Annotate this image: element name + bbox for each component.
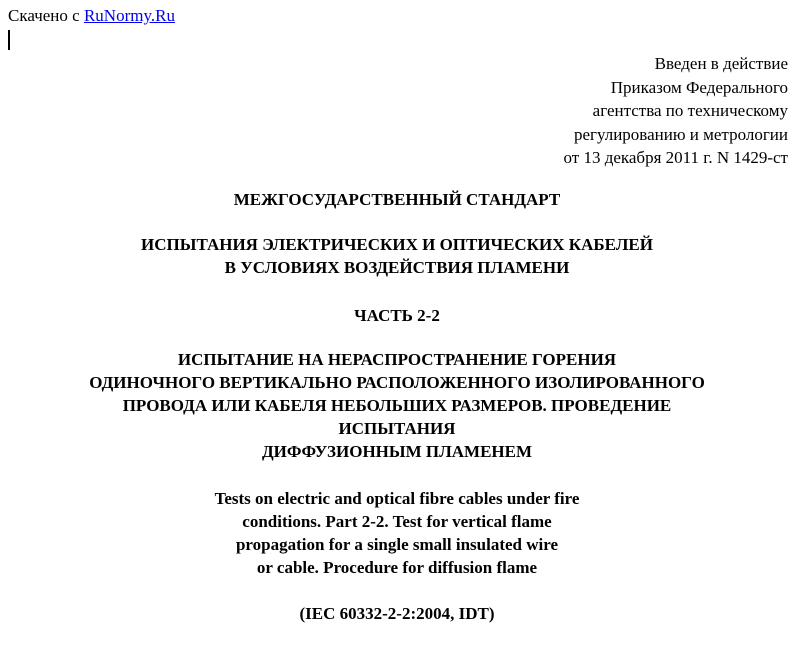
subtitle-russian: [0, 348, 794, 463]
standard-type-heading: [0, 188, 794, 211]
standard-type-text: МЕЖГОСУДАРСТВЕННЫЙ СТАНДАРТ: [233, 190, 561, 209]
part-heading: [0, 304, 794, 327]
source-line: [8, 6, 175, 26]
introduction-line: от 13 декабря 2011 г. N 1429-ст: [563, 148, 788, 167]
title-english-line: propagation for a single small insulated wire: [235, 535, 559, 554]
title-english-line: conditions. Part 2-2. Test for vertical flame: [242, 512, 552, 531]
introduction-line: регулированию и метрологии: [573, 124, 788, 144]
introduction-block: [563, 52, 788, 170]
subtitle-russian-line: ПРОВОДА ИЛИ КАБЕЛЯ НЕБОЛЬШИХ РАЗМЕРОВ. ПРОВЕДЕНИЕ: [122, 396, 672, 415]
title-russian-line: ИСПЫТАНИЯ ЭЛЕКТРИЧЕСКИХ И ОПТИЧЕСКИХ КАБЕЛЕЙ: [141, 235, 653, 254]
title-english-line: or cable. Procedure for diffusion flame: [256, 558, 538, 577]
title-english-line: Tests on electric and optical fibre cables under fire: [214, 489, 580, 508]
source-link[interactable]: RuNormy.Ru: [83, 6, 175, 25]
introduction-line: Приказом Федерального: [610, 77, 788, 97]
iec-reference: [0, 602, 794, 625]
title-english: [0, 487, 794, 579]
introduction-line: агентства по техническому: [592, 101, 788, 120]
iec-reference-text: (IEC 60332-2-2:2004, IDT): [299, 604, 495, 623]
text-cursor: [8, 30, 10, 50]
subtitle-russian-line: ОДИНОЧНОГО ВЕРТИКАЛЬНО РАСПОЛОЖЕННОГО ИЗОЛИРОВАННОГО: [89, 373, 705, 392]
source-prefix: Скачено с: [8, 6, 80, 25]
part-text: ЧАСТЬ 2-2: [354, 306, 440, 325]
subtitle-russian-line: ИСПЫТАНИЕ НА НЕРАСПРОСТРАНЕНИЕ ГОРЕНИЯ: [177, 350, 617, 369]
title-russian-line: В УСЛОВИЯХ ВОЗДЕЙСТВИЯ ПЛАМЕНИ: [224, 258, 570, 277]
title-russian: [0, 233, 794, 279]
subtitle-russian-line: ДИФФУЗИОННЫМ ПЛАМЕНЕМ: [261, 442, 533, 461]
introduction-line: Введен в действие: [654, 54, 788, 73]
subtitle-russian-line: ИСПЫТАНИЯ: [338, 419, 456, 438]
